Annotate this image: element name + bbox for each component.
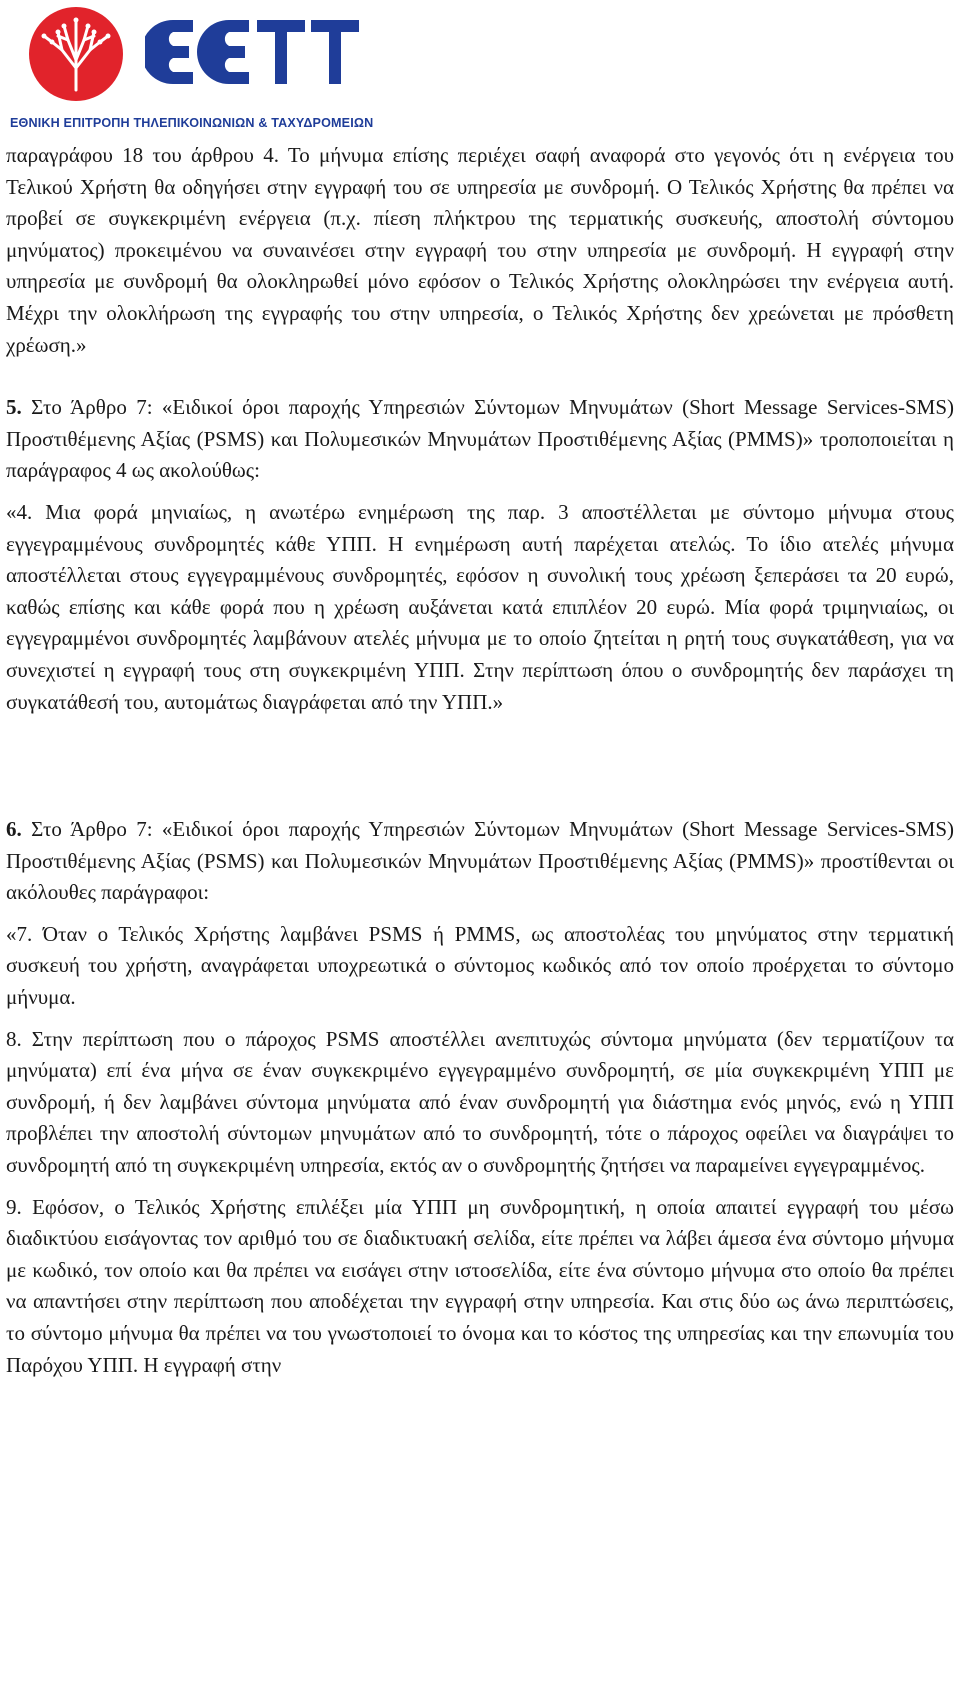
section-6-paragraph [6, 814, 954, 909]
paragraph-8: 8. Στην περίπτωση που ο πάροχος PSMS αποστέλλει ανεπιτυχώς σύντομα μηνύματα (δεν τερματίζουν τα μηνύματα) επί ένα μήνα σε έναν συγκεκριμένο εγγεγραμμένο συνδρομητή, σε μία συγκεκριμένη ΥΠΠ με συνδρομή, ή δεν λαμβάνει σύντομα μηνύματα από έναν συνδρομητή για διάστημα ενός μηνός, ενώ η ΥΠΠ προβλέπει την αποστολή σύντομων μηνυμάτων από το συνδρομητή, τότε ο πάροχος οφείλει να διαγράψει το συνδρομητή από τη συγκεκριμένη υπηρεσία, εκτός αν ο συνδρομητής ζητήσει να παραμείνει εγγεγραμμένος. [6, 1026, 954, 1178]
quoted-paragraph-7: «7. Όταν ο Τελικός Χρήστης λαμβάνει PSMS ή PMMS, ως αποστολέας του μηνύματος στην τερματική συσκευή του χρήστη, αναγράφεται υποχρεωτικά ο σύντομος κωδικός από τον οποίο προέρχεται το σύντομο μήνυμα. [6, 921, 954, 1010]
document-body [6, 140, 954, 1381]
paragraph-continuation: παραγράφου 18 του άρθρου 4. Το μήνυμα επίσης περιέχει σαφή αναφορά στο γεγονός ότι η ενέργεια του Τελικού Χρήστη θα οδηγήσει στην εγγραφή του σε υπηρεσία με συνδρομή. Ο Τελικός Χρήστης θα πρέπει να προβεί σε συγκεκριμένη ενέργεια (π.χ. πίεση πλήκτρου της τερματικής συσκευής, αποστολή σύντομου μηνύματος) προκειμένου να συναινέσει στην εγγραφή του στην υπηρεσία με συνδρομή. Η εγγραφή στην υπηρεσία με συνδρομή θα ολοκληρωθεί μόνο εφόσον ο Τελικός Χρήστης ολοκληρώσει την ενέργεια αυτή. Μέχρι την ολοκλήρωση της εγγραφής του στην υπηρεσία, ο Τελικός Χρήστης δεν χρεώνεται με πρόσθετη χρέωση.» [6, 143, 954, 357]
section-5-text: Στο Άρθρο 7: «Ειδικοί όροι παροχής Υπηρεσιών Σύντομων Μηνυμάτων (Short Message Services-SMS) Προστιθέμενης Αξίας (PSMS) και Πολυμεσικών Μηνυμάτων Προστιθέμενης Αξίας (PMMS)» τροποποιείται η παράγραφος 4 ως ακολούθως: [6, 395, 954, 483]
quoted-paragraph-4: «4. Μια φορά μηνιαίως, η ανωτέρω ενημέρωση της παρ. 3 αποστέλλεται με σύντομο μήνυμα στους εγγεγραμμένους συνδρομητές κάθε ΥΠΠ. Η ενημέρωση αυτή παρέχεται ατελώς. Το ίδιο ατελές μήνυμα αποστέλλεται στους εγγεγραμμένους συνδρομητές, εφόσον η συνολική τους χρέωση ξεπεράσει τα 20 ευρώ, καθώς επίσης και κάθε φορά που η χρέωση αυξάνεται κατά επιπλέον 20 ευρώ. Μία φορά τριμηνιαίως, οι εγγεγραμμένοι συνδρομητές λαμβάνουν ατελές μήνυμα με το οποίο ζητείται η ρητή τους συγκατάθεση, για να συνεχιστεί η εγγραφή τους στη συγκεκριμένη ΥΠΠ. Στην περίπτωση όπου ο συνδρομητής δεν παράσχει τη συγκατάθεσή του, αυτομάτως διαγράφεται από την ΥΠΠ.» [6, 499, 954, 714]
section-5-number: 5. [6, 395, 22, 420]
eett-tree-emblem-icon [28, 6, 124, 102]
document-header [0, 0, 960, 140]
section-6-number: 6. [6, 817, 22, 842]
section-6-text: Στο Άρθρο 7: «Ειδικοί όροι παροχής Υπηρεσιών Σύντομων Μηνυμάτων (Short Message Services-SMS) Προστιθέμενης Αξίας (PSMS) και Πολυμεσικών Μηνυμάτων Προστιθέμενης Αξίας (PMMS)» προστίθενται οι ακόλουθες παράγραφοι: [6, 817, 954, 905]
section-5-paragraph [6, 392, 954, 487]
paragraph-9: 9. Εφόσον, ο Τελικός Χρήστης επιλέξει μία ΥΠΠ μη συνδρομητική, η οποία απαιτεί εγγραφή του μέσω διαδικτύου εισάγοντας τον αριθμό του σε διαδικτυακή σελίδα, είτε πρέπει να λάβει άμεσα ένα σύντομο μήνυμα με κωδικό, τον οποίο και θα πρέπει να εισάγει στην ιστοσελίδα, είτε ένα σύντομο μήνυμα στο οποίο θα πρέπει να απαντήσει στην περίπτωση που αποδέχεται την εγγραφή στην υπηρεσία. Και στις δύο ως άνω περιπτώσεις, το σύντομο μήνυμα θα πρέπει να του γνωστοποιεί το όνομα και το κόστος της υπηρεσίας και την επωνυμία του Παρόχου ΥΠΠ. Η εγγραφή στην [6, 1194, 954, 1377]
eett-logotype [145, 16, 360, 88]
eett-logo-caption: ΕΘΝΙΚΗ ΕΠΙΤΡΟΠΗ ΤΗΛΕΠΙΚΟΙΝΩΝΙΩΝ & ΤΑΧΥΔΡΟΜΕΙΩΝ [10, 116, 374, 130]
